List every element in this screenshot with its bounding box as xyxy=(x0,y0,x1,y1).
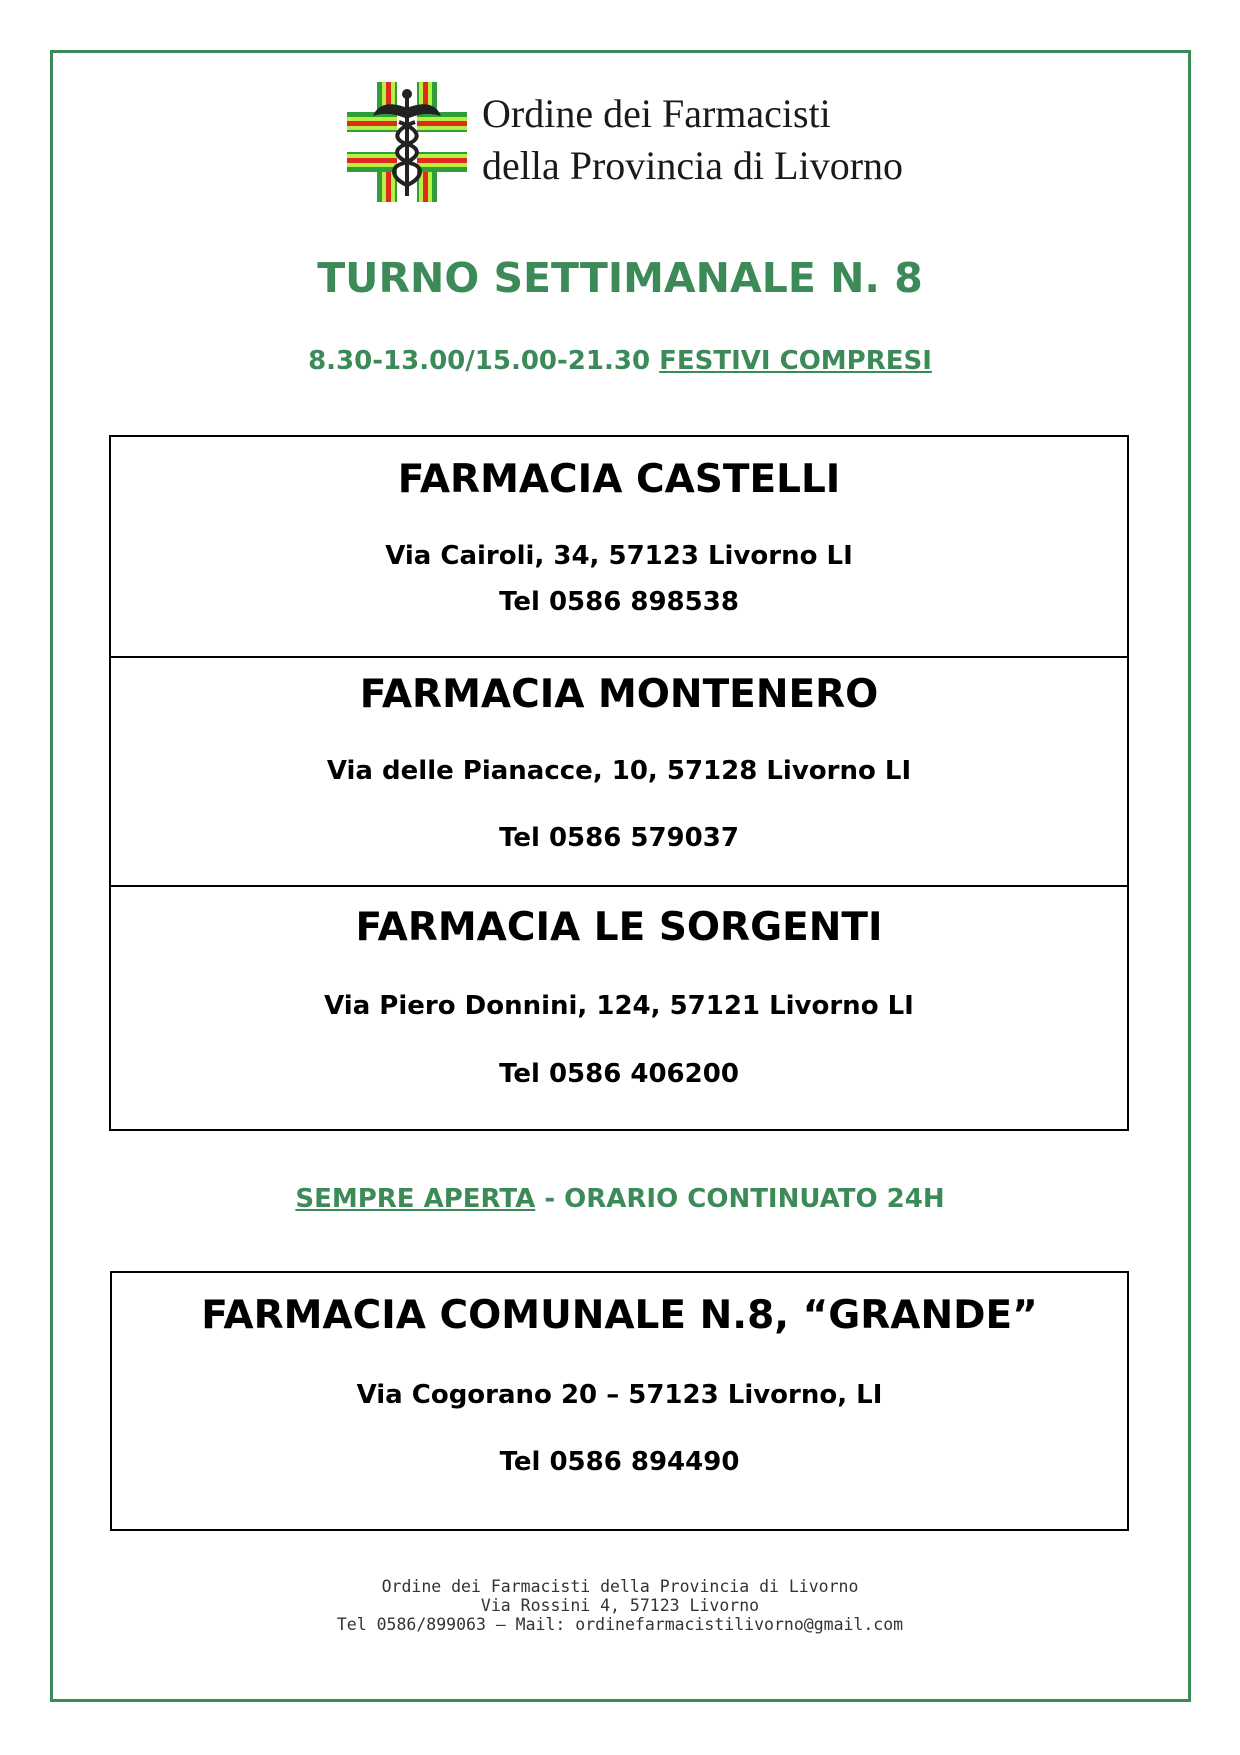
pharmacy-name: FARMACIA COMUNALE N.8, “GRANDE” xyxy=(201,1293,1038,1338)
pharmacy-address: Via delle Pianacce, 10, 57128 Livorno LI xyxy=(326,756,912,786)
pharmacy-row xyxy=(111,437,1127,656)
org-name-line2: della Provincia di Livorno xyxy=(482,143,904,188)
pharmacy-address: Via Cogorano 20 – 57123 Livorno, LI xyxy=(356,1380,883,1410)
pharmacy-caduceus-cross-icon xyxy=(347,82,467,202)
pharmacy-phone: Tel 0586 406200 xyxy=(499,1059,739,1089)
pharmacy-row xyxy=(111,656,1127,885)
always-open-label: SEMPRE APERTA xyxy=(295,1184,536,1214)
org-name-line1: Ordine dei Farmacisti xyxy=(482,91,831,136)
pharmacy-rotation-table xyxy=(109,435,1129,1131)
footer-address: Via Rossini 4, 57123 Livorno xyxy=(480,1596,760,1615)
pharmacy-name: FARMACIA CASTELLI xyxy=(397,457,841,502)
pharmacy-phone: Tel 0586 894490 xyxy=(499,1447,740,1477)
footer-org: Ordine dei Farmacisti della Provincia di Livorno xyxy=(381,1577,859,1596)
pharmacy-phone: Tel 0586 898538 xyxy=(499,587,739,617)
pharmacy-name: FARMACIA MONTENERO xyxy=(359,672,879,717)
holidays-included: FESTIVI COMPRESI xyxy=(659,346,932,376)
always-open-pharmacy-box xyxy=(110,1271,1129,1531)
footer xyxy=(0,1577,1240,1634)
org-name xyxy=(482,88,903,192)
page-title: TURNO SETTIMANALE N. 8 xyxy=(317,254,923,302)
always-open-hours: - ORARIO CONTINUATO 24H xyxy=(535,1184,945,1214)
pharmacy-address: Via Cairoli, 34, 57123 Livorno LI xyxy=(385,541,853,571)
pharmacy-name: FARMACIA LE SORGENTI xyxy=(355,905,883,950)
pharmacy-row xyxy=(111,885,1127,1129)
footer-contact: Tel 0586/899063 – Mail: ordinefarmacistilivorno@gmail.com xyxy=(336,1615,904,1634)
opening-hours xyxy=(0,346,1240,376)
pharmacy-phone: Tel 0586 579037 xyxy=(499,823,739,853)
pharmacy-address: Via Piero Donnini, 124, 57121 Livorno LI xyxy=(324,991,914,1021)
opening-hours-time: 8.30-13.00/15.00-21.30 xyxy=(308,346,651,376)
always-open-heading xyxy=(0,1184,1240,1214)
